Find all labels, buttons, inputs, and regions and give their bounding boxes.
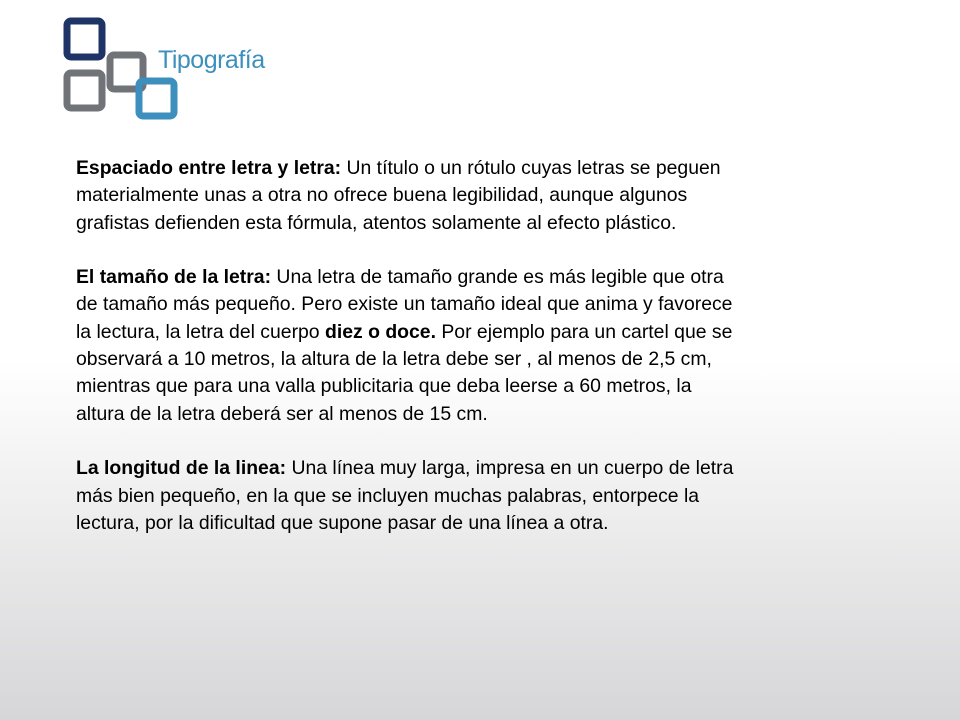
text-line xyxy=(76,346,900,373)
logo xyxy=(62,16,302,126)
body-text xyxy=(76,155,900,564)
bold-text: La longitud de la linea: xyxy=(76,457,287,480)
logo-title: Tipografía xyxy=(158,46,265,74)
text-run: Por ejemplo para un cartel que se xyxy=(435,320,733,343)
paragraph xyxy=(76,264,900,428)
text-run: lectura, por la dificultad que supone pasar de una línea a otra. xyxy=(76,511,609,534)
text-line xyxy=(76,264,900,291)
text-line xyxy=(76,155,900,182)
paragraph xyxy=(76,455,900,537)
text-line xyxy=(76,401,900,428)
text-run: Una letra de tamaño grande es más legible que otra xyxy=(271,266,724,289)
bold-text: diez o doce. xyxy=(324,320,436,343)
text-run: la lectura, la letra del cuerpo xyxy=(76,320,325,343)
text-line xyxy=(76,210,900,237)
logo-square-gray-left xyxy=(67,73,102,108)
text-run: Una línea muy larga, impresa en un cuerpo de letra xyxy=(286,457,734,480)
text-run: materialmente unas a otra no ofrece buena legibilidad, aunque algunos xyxy=(76,184,688,207)
text-run: altura de la letra deberá ser al menos de 15 cm. xyxy=(76,402,488,425)
text-line xyxy=(76,319,900,346)
text-line xyxy=(76,291,900,318)
text-line xyxy=(76,510,900,537)
text-line xyxy=(76,455,900,482)
text-run: de tamaño más pequeño. Pero existe un tamaño ideal que anima y favorece xyxy=(76,293,733,316)
text-run: más bien pequeño, en la que se incluyen muchas palabras, entorpece la xyxy=(76,484,700,507)
text-line xyxy=(76,373,900,400)
text-line xyxy=(76,483,900,510)
text-run: mientras que para una valla publicitaria que deba leerse a 60 metros, la xyxy=(76,375,692,398)
paragraph xyxy=(76,155,900,237)
text-run: observará a 10 metros, la altura de la letra debe ser , al menos de 2,5 cm, xyxy=(76,348,712,371)
bold-text: Espaciado entre letra y letra: xyxy=(76,157,342,179)
text-run: grafistas defienden esta fórmula, atentos solamente al efecto plástico. xyxy=(76,211,677,234)
bold-text: El tamaño de la letra: xyxy=(76,266,272,289)
text-run: Un título o un rótulo cuyas letras se peguen xyxy=(341,157,721,179)
text-line xyxy=(76,182,900,209)
logo-square-navy xyxy=(67,21,102,57)
